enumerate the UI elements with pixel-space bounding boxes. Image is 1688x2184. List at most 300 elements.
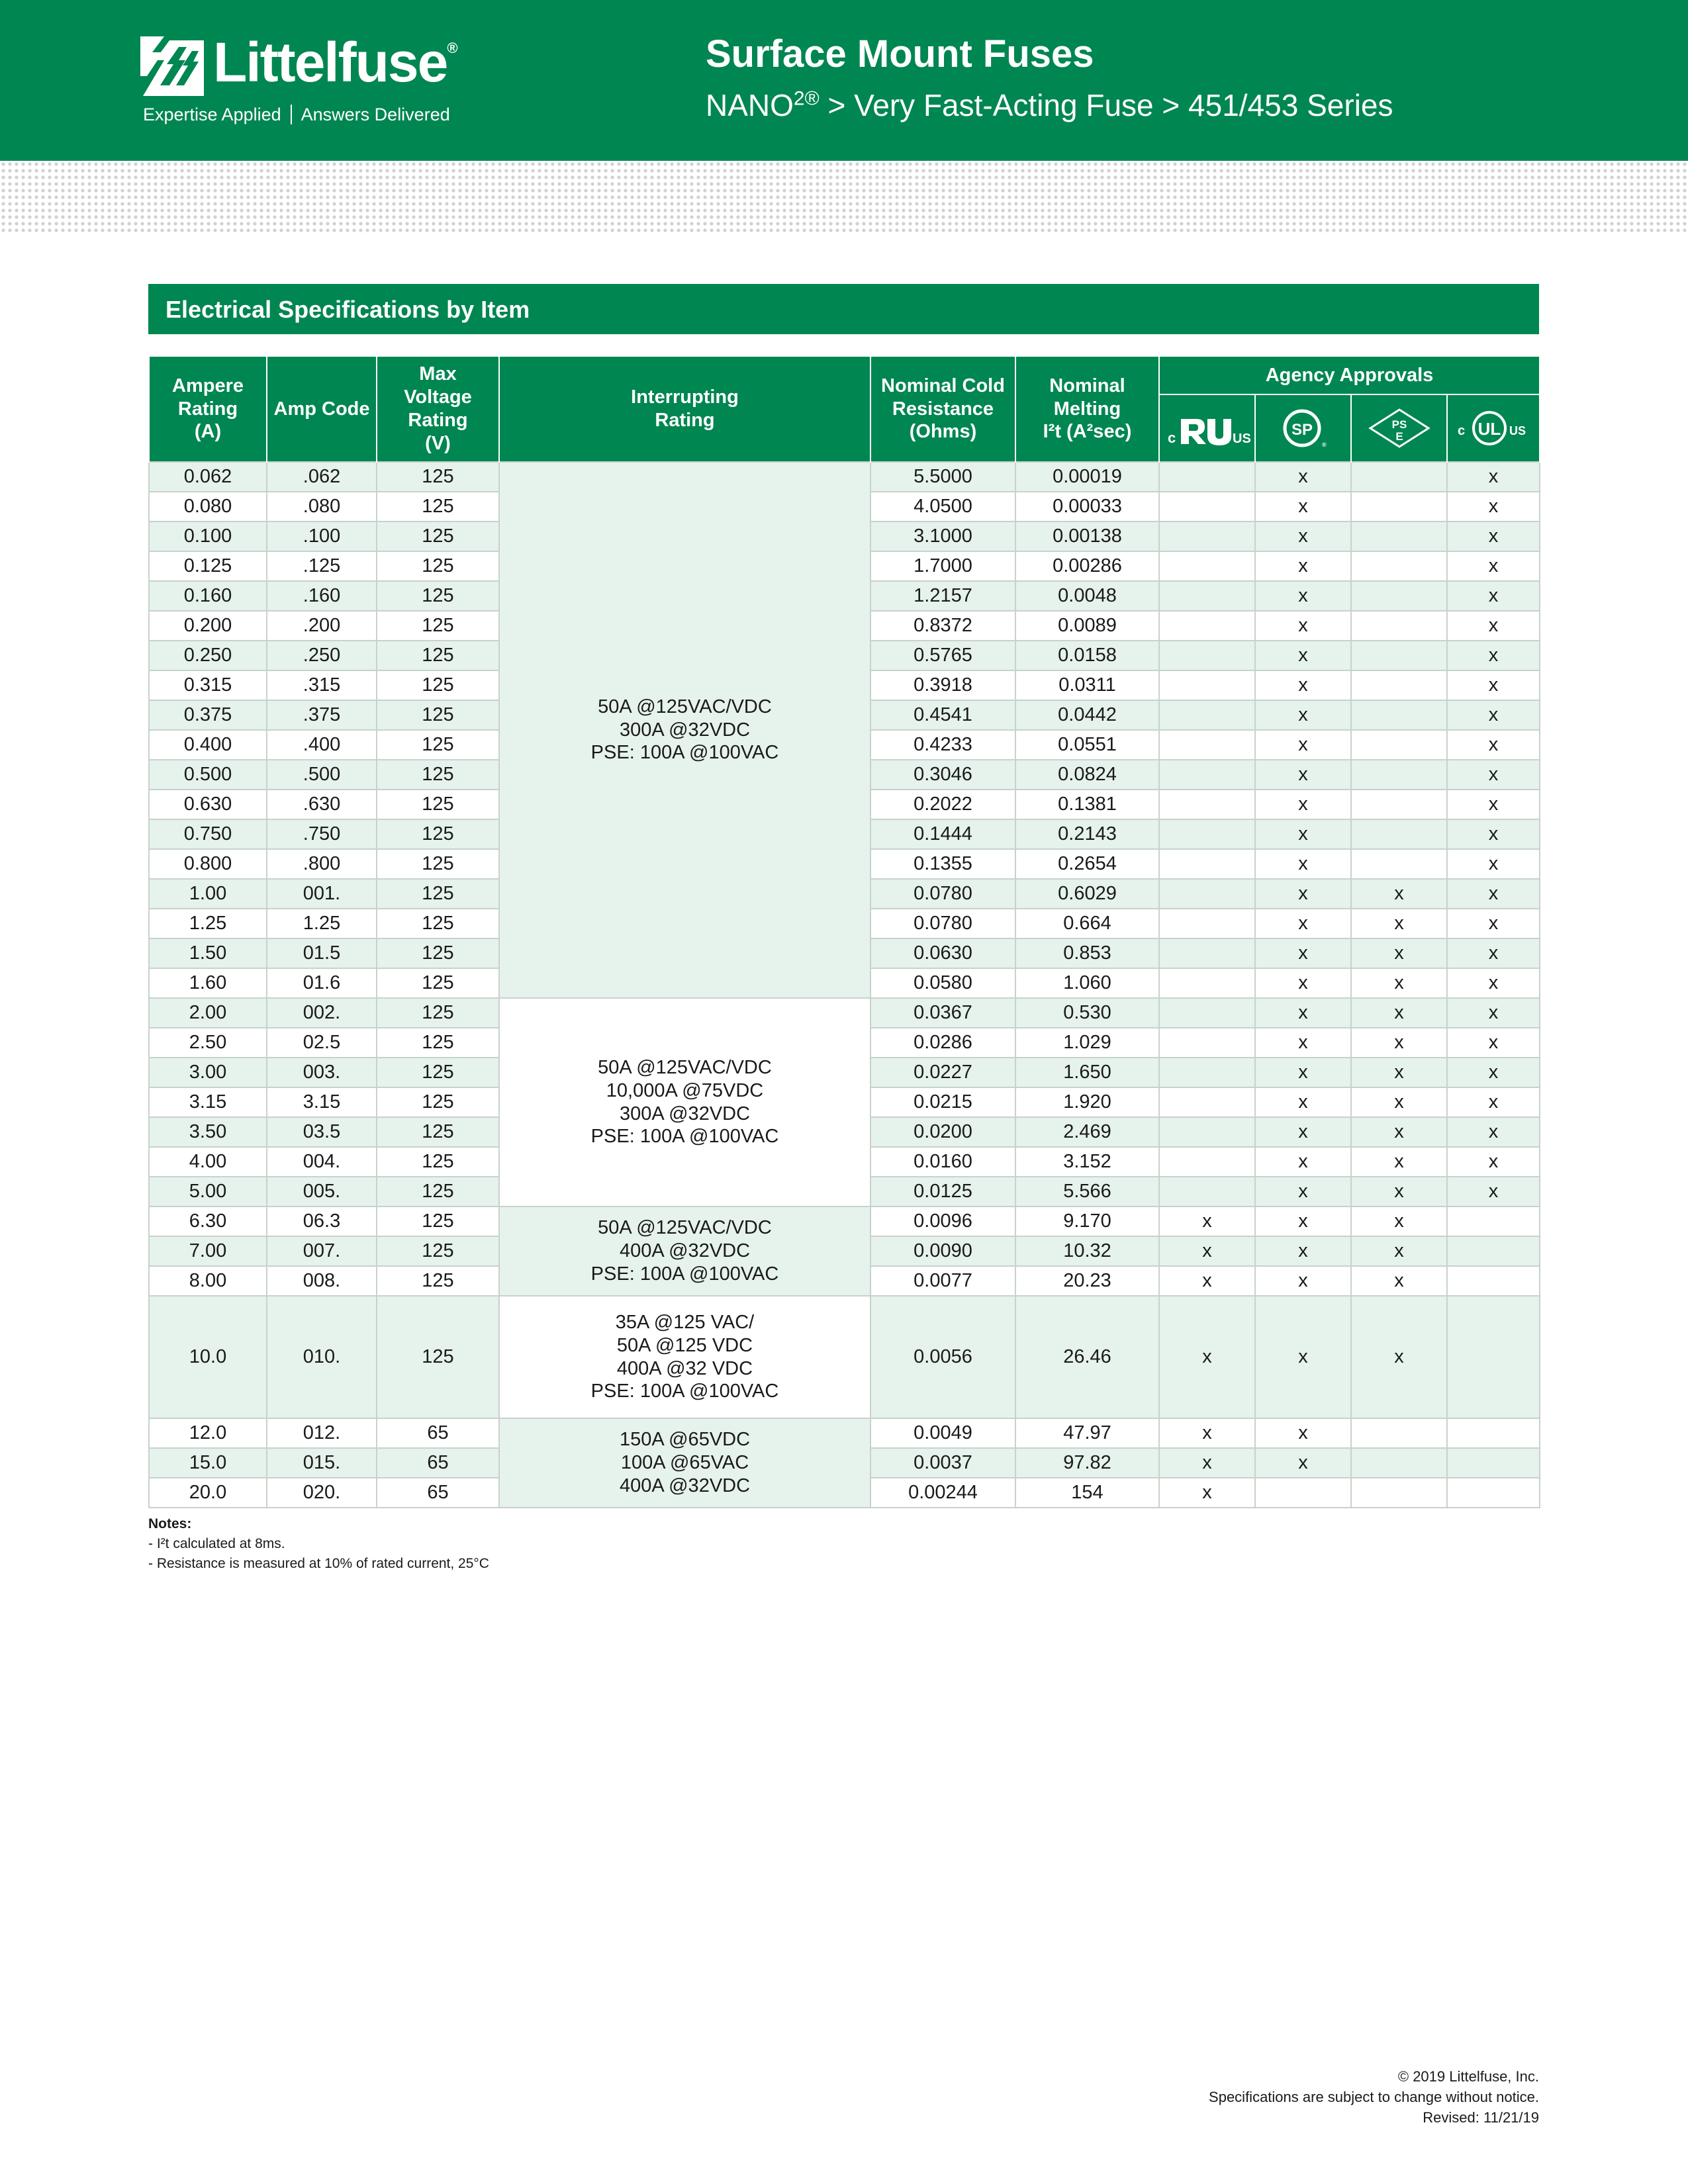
voltage-cell: 125 bbox=[377, 1087, 499, 1117]
voltage-cell: 125 bbox=[377, 611, 499, 641]
pse-icon bbox=[1368, 407, 1431, 449]
voltage-cell: 125 bbox=[377, 581, 499, 611]
agency-ur-cell bbox=[1159, 819, 1255, 849]
agency-ur-cell bbox=[1159, 1117, 1255, 1147]
agency-csa-cell: x bbox=[1255, 909, 1351, 938]
agency-cul-cell: x bbox=[1447, 1058, 1540, 1087]
agency-ur-cell bbox=[1159, 700, 1255, 730]
ampere-rating-cell: 6.30 bbox=[149, 1206, 267, 1236]
agency-cul-cell: x bbox=[1447, 760, 1540, 790]
agency-ur-cell bbox=[1159, 790, 1255, 819]
ampere-rating-cell: 0.630 bbox=[149, 790, 267, 819]
agency-csa-cell: x bbox=[1255, 1028, 1351, 1058]
amp-code-cell: 03.5 bbox=[267, 1117, 377, 1147]
amp-code-cell: .160 bbox=[267, 581, 377, 611]
header-agency-approvals: Agency Approvals bbox=[1159, 357, 1540, 394]
agency-ur-cell: x bbox=[1159, 1296, 1255, 1418]
melting-i2t-cell: 0.00286 bbox=[1015, 551, 1159, 581]
cold-resistance-cell: 1.2157 bbox=[870, 581, 1015, 611]
agency-cul-cell bbox=[1447, 1266, 1540, 1296]
agency-cul-cell: x bbox=[1447, 492, 1540, 522]
agency-csa-cell: x bbox=[1255, 551, 1351, 581]
agency-ur-cell bbox=[1159, 938, 1255, 968]
agency-csa-cell: x bbox=[1255, 819, 1351, 849]
agency-ur-cell bbox=[1159, 551, 1255, 581]
amp-code-cell: 020. bbox=[267, 1478, 377, 1508]
page-subtitle: $NANO^{2®}$ > Very Fast-Acting Fuse > 451/453 Series bbox=[706, 87, 1393, 122]
svg-text:c: c bbox=[1167, 430, 1176, 446]
melting-i2t-cell: 0.6029 bbox=[1015, 879, 1159, 909]
cold-resistance-cell: 0.00244 bbox=[870, 1478, 1015, 1508]
amp-code-cell: .100 bbox=[267, 522, 377, 551]
table-row bbox=[149, 1206, 1540, 1236]
agency-cul-cell: x bbox=[1447, 551, 1540, 581]
svg-text:PS: PS bbox=[1391, 418, 1407, 431]
cold-resistance-cell: 0.0160 bbox=[870, 1147, 1015, 1177]
notes-title: Notes: bbox=[148, 1516, 192, 1531]
melting-i2t-cell: 0.0089 bbox=[1015, 611, 1159, 641]
header-bar bbox=[0, 0, 1688, 161]
cold-resistance-cell: 0.0780 bbox=[870, 909, 1015, 938]
interrupting-rating-line: 50A @125VAC/VDC bbox=[598, 1056, 772, 1078]
cold-resistance-cell: 0.4541 bbox=[870, 700, 1015, 730]
interrupting-rating-cell bbox=[499, 1418, 870, 1508]
header-melting-i2t: Nominal Melting I²t (A²sec) bbox=[1015, 357, 1159, 462]
ampere-rating-cell: 3.15 bbox=[149, 1087, 267, 1117]
ampere-rating-cell: 1.25 bbox=[149, 909, 267, 938]
agency-csa-cell bbox=[1255, 1478, 1351, 1508]
agency-pse-cell bbox=[1351, 1418, 1447, 1448]
agency-pse-cell bbox=[1351, 611, 1447, 641]
agency-pse-cell bbox=[1351, 551, 1447, 581]
agency-pse-cell: x bbox=[1351, 1296, 1447, 1418]
agency-pse-cell: x bbox=[1351, 998, 1447, 1028]
amp-code-cell: .375 bbox=[267, 700, 377, 730]
voltage-cell: 125 bbox=[377, 492, 499, 522]
cold-resistance-cell: 0.0125 bbox=[870, 1177, 1015, 1206]
agency-pse-cell bbox=[1351, 700, 1447, 730]
cul-listed-icon bbox=[1456, 407, 1530, 449]
agency-csa-cell: x bbox=[1255, 1206, 1351, 1236]
cold-resistance-cell: 0.0200 bbox=[870, 1117, 1015, 1147]
agency-csa-cell: x bbox=[1255, 522, 1351, 551]
agency-pse-cell bbox=[1351, 760, 1447, 790]
agency-ur-cell bbox=[1159, 611, 1255, 641]
agency-pse-cell: x bbox=[1351, 1206, 1447, 1236]
melting-i2t-cell: 0.1381 bbox=[1015, 790, 1159, 819]
agency-ur-cell bbox=[1159, 522, 1255, 551]
interrupting-rating-line: 35A @125 VAC/ bbox=[615, 1311, 755, 1333]
melting-i2t-cell: 0.2143 bbox=[1015, 819, 1159, 849]
littelfuse-logo-icon bbox=[140, 36, 204, 96]
agency-ur-cell: x bbox=[1159, 1206, 1255, 1236]
note-item: - I²t calculated at 8ms. bbox=[148, 1536, 285, 1551]
cURus-recognized-icon bbox=[1166, 410, 1251, 447]
amp-code-cell: .400 bbox=[267, 730, 377, 760]
cold-resistance-cell: 0.0286 bbox=[870, 1028, 1015, 1058]
agency-cul-cell bbox=[1447, 1418, 1540, 1448]
ampere-rating-cell: 0.062 bbox=[149, 462, 267, 492]
melting-i2t-cell: 0.00033 bbox=[1015, 492, 1159, 522]
cold-resistance-cell: 0.5765 bbox=[870, 641, 1015, 670]
melting-i2t-cell: 47.97 bbox=[1015, 1418, 1159, 1448]
agency-cul-cell: x bbox=[1447, 581, 1540, 611]
ampere-rating-cell: 0.100 bbox=[149, 522, 267, 551]
cold-resistance-cell: 0.0630 bbox=[870, 938, 1015, 968]
agency-csa-cell: x bbox=[1255, 998, 1351, 1028]
melting-i2t-cell: 20.23 bbox=[1015, 1266, 1159, 1296]
interrupting-rating-line: 150A @65VDC bbox=[619, 1429, 751, 1451]
melting-i2t-cell: 0.0311 bbox=[1015, 670, 1159, 700]
cold-resistance-cell: 0.0049 bbox=[870, 1418, 1015, 1448]
interrupting-rating-line: 300A @32VDC bbox=[619, 719, 751, 741]
spec-table-body bbox=[149, 462, 1540, 1508]
amp-code-cell: 005. bbox=[267, 1177, 377, 1206]
voltage-cell: 125 bbox=[377, 1236, 499, 1266]
agency-pse-cell: x bbox=[1351, 938, 1447, 968]
melting-i2t-cell: 0.0442 bbox=[1015, 700, 1159, 730]
cold-resistance-cell: 0.0215 bbox=[870, 1087, 1015, 1117]
melting-i2t-cell: 0.0158 bbox=[1015, 641, 1159, 670]
voltage-cell: 125 bbox=[377, 1296, 499, 1418]
melting-i2t-cell: 5.566 bbox=[1015, 1177, 1159, 1206]
amp-code-cell: 3.15 bbox=[267, 1087, 377, 1117]
header-agency-pse bbox=[1351, 394, 1447, 462]
amp-code-cell: .630 bbox=[267, 790, 377, 819]
melting-i2t-cell: 2.469 bbox=[1015, 1117, 1159, 1147]
agency-csa-cell: x bbox=[1255, 1147, 1351, 1177]
brand-name: Littelfuse® bbox=[213, 31, 457, 93]
table-row bbox=[149, 1418, 1540, 1448]
voltage-cell: 125 bbox=[377, 1266, 499, 1296]
voltage-cell: 125 bbox=[377, 670, 499, 700]
interrupting-rating-line: 300A @32VDC bbox=[619, 1103, 751, 1124]
voltage-cell: 125 bbox=[377, 1058, 499, 1087]
melting-i2t-cell: 10.32 bbox=[1015, 1236, 1159, 1266]
agency-pse-cell bbox=[1351, 1478, 1447, 1508]
agency-pse-cell bbox=[1351, 581, 1447, 611]
agency-csa-cell: x bbox=[1255, 879, 1351, 909]
agency-cul-cell bbox=[1447, 1478, 1540, 1508]
voltage-cell: 125 bbox=[377, 700, 499, 730]
interrupting-rating-line: PSE: 100A @100VAC bbox=[590, 742, 779, 764]
ampere-rating-cell: 0.160 bbox=[149, 581, 267, 611]
ampere-rating-cell: 3.50 bbox=[149, 1117, 267, 1147]
svg-text:US: US bbox=[1232, 432, 1251, 446]
agency-csa-cell: x bbox=[1255, 641, 1351, 670]
agency-cul-cell bbox=[1447, 1448, 1540, 1478]
cold-resistance-cell: 0.0056 bbox=[870, 1296, 1015, 1418]
melting-i2t-cell: 0.00019 bbox=[1015, 462, 1159, 492]
csa-icon bbox=[1282, 407, 1325, 449]
ampere-rating-cell: 2.00 bbox=[149, 998, 267, 1028]
ampere-rating-cell: 15.0 bbox=[149, 1448, 267, 1478]
melting-i2t-cell: 1.029 bbox=[1015, 1028, 1159, 1058]
agency-ur-cell bbox=[1159, 670, 1255, 700]
amp-code-cell: .125 bbox=[267, 551, 377, 581]
header-cold-resistance: Nominal Cold Resistance (Ohms) bbox=[870, 357, 1015, 462]
interrupting-rating-line: 100A @65VAC bbox=[620, 1452, 749, 1474]
header-max-voltage: Max Voltage Rating (V) bbox=[377, 357, 499, 462]
voltage-cell: 125 bbox=[377, 938, 499, 968]
agency-ur-cell bbox=[1159, 462, 1255, 492]
agency-pse-cell: x bbox=[1351, 1058, 1447, 1087]
agency-cul-cell: x bbox=[1447, 819, 1540, 849]
agency-csa-cell: x bbox=[1255, 1117, 1351, 1147]
melting-i2t-cell: 0.0551 bbox=[1015, 730, 1159, 760]
cold-resistance-cell: 0.1444 bbox=[870, 819, 1015, 849]
header-agency-ur bbox=[1159, 394, 1255, 462]
amp-code-cell: .080 bbox=[267, 492, 377, 522]
agency-pse-cell bbox=[1351, 790, 1447, 819]
agency-pse-cell: x bbox=[1351, 1236, 1447, 1266]
note-item: - Resistance is measured at 10% of rated current, 25°C bbox=[148, 1556, 489, 1571]
header-ampere-rating: Ampere Rating (A) bbox=[149, 357, 267, 462]
amp-code-cell: .062 bbox=[267, 462, 377, 492]
melting-i2t-cell: 0.0048 bbox=[1015, 581, 1159, 611]
agency-ur-cell bbox=[1159, 641, 1255, 670]
voltage-cell: 65 bbox=[377, 1448, 499, 1478]
ampere-rating-cell: 1.00 bbox=[149, 879, 267, 909]
agency-cul-cell: x bbox=[1447, 611, 1540, 641]
agency-csa-cell: x bbox=[1255, 1058, 1351, 1087]
interrupting-rating-line: 50A @125 VDC bbox=[616, 1334, 753, 1356]
ampere-rating-cell: 0.315 bbox=[149, 670, 267, 700]
table-row bbox=[149, 998, 1540, 1028]
agency-ur-cell bbox=[1159, 581, 1255, 611]
agency-ur-cell: x bbox=[1159, 1236, 1255, 1266]
melting-i2t-cell: 3.152 bbox=[1015, 1147, 1159, 1177]
table-row bbox=[149, 462, 1540, 492]
cold-resistance-cell: 5.5000 bbox=[870, 462, 1015, 492]
voltage-cell: 125 bbox=[377, 879, 499, 909]
agency-pse-cell bbox=[1351, 670, 1447, 700]
agency-csa-cell: x bbox=[1255, 462, 1351, 492]
melting-i2t-cell: 1.060 bbox=[1015, 968, 1159, 998]
agency-cul-cell: x bbox=[1447, 670, 1540, 700]
interrupting-rating-cell bbox=[499, 1206, 870, 1296]
agency-cul-cell: x bbox=[1447, 879, 1540, 909]
agency-ur-cell bbox=[1159, 730, 1255, 760]
voltage-cell: 125 bbox=[377, 1117, 499, 1147]
interrupting-rating-line: 400A @32VDC bbox=[619, 1475, 751, 1496]
amp-code-cell: 015. bbox=[267, 1448, 377, 1478]
agency-pse-cell bbox=[1351, 522, 1447, 551]
disclaimer: Specifications are subject to change without notice. bbox=[1209, 2089, 1539, 2105]
cold-resistance-cell: 0.0037 bbox=[870, 1448, 1015, 1478]
agency-cul-cell: x bbox=[1447, 462, 1540, 492]
header-agency-cul bbox=[1447, 394, 1540, 462]
agency-csa-cell: x bbox=[1255, 968, 1351, 998]
voltage-cell: 125 bbox=[377, 760, 499, 790]
voltage-cell: 125 bbox=[377, 462, 499, 492]
melting-i2t-cell: 154 bbox=[1015, 1478, 1159, 1508]
amp-code-cell: 003. bbox=[267, 1058, 377, 1087]
agency-pse-cell bbox=[1351, 641, 1447, 670]
agency-csa-cell: x bbox=[1255, 790, 1351, 819]
agency-ur-cell bbox=[1159, 968, 1255, 998]
agency-ur-cell: x bbox=[1159, 1448, 1255, 1478]
agency-cul-cell: x bbox=[1447, 998, 1540, 1028]
agency-ur-cell bbox=[1159, 849, 1255, 879]
agency-cul-cell bbox=[1447, 1296, 1540, 1418]
section-header bbox=[148, 284, 1539, 334]
agency-ur-cell bbox=[1159, 1087, 1255, 1117]
footer bbox=[1209, 2066, 1539, 2128]
cold-resistance-cell: 4.0500 bbox=[870, 492, 1015, 522]
melting-i2t-cell: 1.650 bbox=[1015, 1058, 1159, 1087]
agency-ur-cell bbox=[1159, 760, 1255, 790]
amp-code-cell: .800 bbox=[267, 849, 377, 879]
agency-pse-cell: x bbox=[1351, 1117, 1447, 1147]
agency-cul-cell: x bbox=[1447, 522, 1540, 551]
ampere-rating-cell: 0.800 bbox=[149, 849, 267, 879]
cold-resistance-cell: 0.0367 bbox=[870, 998, 1015, 1028]
amp-code-cell: 012. bbox=[267, 1418, 377, 1448]
amp-code-cell: 06.3 bbox=[267, 1206, 377, 1236]
amp-code-cell: 010. bbox=[267, 1296, 377, 1418]
agency-cul-cell: x bbox=[1447, 1028, 1540, 1058]
agency-ur-cell bbox=[1159, 1147, 1255, 1177]
agency-csa-cell: x bbox=[1255, 938, 1351, 968]
agency-cul-cell: x bbox=[1447, 641, 1540, 670]
agency-csa-cell: x bbox=[1255, 492, 1351, 522]
melting-i2t-cell: 9.170 bbox=[1015, 1206, 1159, 1236]
cold-resistance-cell: 0.0227 bbox=[870, 1058, 1015, 1087]
cold-resistance-cell: 0.3918 bbox=[870, 670, 1015, 700]
agency-cul-cell: x bbox=[1447, 849, 1540, 879]
voltage-cell: 125 bbox=[377, 641, 499, 670]
agency-ur-cell bbox=[1159, 879, 1255, 909]
amp-code-cell: .315 bbox=[267, 670, 377, 700]
agency-pse-cell: x bbox=[1351, 968, 1447, 998]
ampere-rating-cell: 7.00 bbox=[149, 1236, 267, 1266]
amp-code-cell: 02.5 bbox=[267, 1028, 377, 1058]
agency-csa-cell: x bbox=[1255, 1448, 1351, 1478]
cold-resistance-cell: 3.1000 bbox=[870, 522, 1015, 551]
ampere-rating-cell: 1.50 bbox=[149, 938, 267, 968]
agency-ur-cell bbox=[1159, 1177, 1255, 1206]
voltage-cell: 125 bbox=[377, 551, 499, 581]
notes bbox=[148, 1514, 489, 1574]
amp-code-cell: 01.6 bbox=[267, 968, 377, 998]
header-interrupting-rating: Interrupting Rating bbox=[499, 357, 870, 462]
copyright: © 2019 Littelfuse, Inc. bbox=[1397, 2068, 1539, 2085]
amp-code-cell: 002. bbox=[267, 998, 377, 1028]
agency-cul-cell: x bbox=[1447, 909, 1540, 938]
agency-csa-cell: x bbox=[1255, 730, 1351, 760]
melting-i2t-cell: 97.82 bbox=[1015, 1448, 1159, 1478]
agency-cul-cell: x bbox=[1447, 938, 1540, 968]
interrupting-rating-cell bbox=[499, 1296, 870, 1418]
agency-pse-cell bbox=[1351, 849, 1447, 879]
agency-cul-cell bbox=[1447, 1206, 1540, 1236]
voltage-cell: 125 bbox=[377, 1206, 499, 1236]
melting-i2t-cell: 26.46 bbox=[1015, 1296, 1159, 1418]
agency-ur-cell: x bbox=[1159, 1266, 1255, 1296]
voltage-cell: 125 bbox=[377, 909, 499, 938]
ampere-rating-cell: 8.00 bbox=[149, 1266, 267, 1296]
cold-resistance-cell: 1.7000 bbox=[870, 551, 1015, 581]
voltage-cell: 125 bbox=[377, 1177, 499, 1206]
interrupting-rating-line: 10,000A @75VDC bbox=[606, 1079, 764, 1101]
ampere-rating-cell: 12.0 bbox=[149, 1418, 267, 1448]
svg-text:c: c bbox=[1458, 424, 1466, 438]
interrupting-rating-cell bbox=[499, 998, 870, 1206]
table-row bbox=[149, 1296, 1540, 1418]
ampere-rating-cell: 0.200 bbox=[149, 611, 267, 641]
cold-resistance-cell: 0.3046 bbox=[870, 760, 1015, 790]
ampere-rating-cell: 2.50 bbox=[149, 1028, 267, 1058]
revised-date: Revised: 11/21/19 bbox=[1423, 2109, 1539, 2126]
agency-csa-cell: x bbox=[1255, 849, 1351, 879]
amp-code-cell: 1.25 bbox=[267, 909, 377, 938]
voltage-cell: 125 bbox=[377, 849, 499, 879]
cold-resistance-cell: 0.0580 bbox=[870, 968, 1015, 998]
agency-pse-cell bbox=[1351, 1448, 1447, 1478]
agency-csa-cell: x bbox=[1255, 611, 1351, 641]
agency-pse-cell: x bbox=[1351, 1147, 1447, 1177]
amp-code-cell: 01.5 bbox=[267, 938, 377, 968]
agency-pse-cell: x bbox=[1351, 1177, 1447, 1206]
ampere-rating-cell: 1.60 bbox=[149, 968, 267, 998]
agency-pse-cell bbox=[1351, 819, 1447, 849]
agency-pse-cell: x bbox=[1351, 1087, 1447, 1117]
cold-resistance-cell: 0.0090 bbox=[870, 1236, 1015, 1266]
agency-ur-cell: x bbox=[1159, 1478, 1255, 1508]
agency-pse-cell bbox=[1351, 730, 1447, 760]
agency-cul-cell: x bbox=[1447, 968, 1540, 998]
amp-code-cell: 001. bbox=[267, 879, 377, 909]
amp-code-cell: 007. bbox=[267, 1236, 377, 1266]
svg-text:UL: UL bbox=[1477, 419, 1501, 439]
svg-text:US: US bbox=[1509, 424, 1526, 437]
voltage-cell: 125 bbox=[377, 790, 499, 819]
melting-i2t-cell: 0.0824 bbox=[1015, 760, 1159, 790]
voltage-cell: 125 bbox=[377, 522, 499, 551]
agency-ur-cell bbox=[1159, 998, 1255, 1028]
cold-resistance-cell: 0.0780 bbox=[870, 879, 1015, 909]
voltage-cell: 65 bbox=[377, 1478, 499, 1508]
agency-cul-cell: x bbox=[1447, 1147, 1540, 1177]
agency-pse-cell: x bbox=[1351, 1266, 1447, 1296]
voltage-cell: 125 bbox=[377, 730, 499, 760]
cold-resistance-cell: 0.0077 bbox=[870, 1266, 1015, 1296]
voltage-cell: 125 bbox=[377, 1147, 499, 1177]
melting-i2t-cell: 0.664 bbox=[1015, 909, 1159, 938]
interrupting-rating-line: 50A @125VAC/VDC bbox=[598, 1217, 772, 1239]
agency-ur-cell: x bbox=[1159, 1418, 1255, 1448]
svg-text:®: ® bbox=[1321, 441, 1327, 448]
melting-i2t-cell: 0.00138 bbox=[1015, 522, 1159, 551]
voltage-cell: 65 bbox=[377, 1418, 499, 1448]
amp-code-cell: .500 bbox=[267, 760, 377, 790]
svg-text:E: E bbox=[1395, 430, 1403, 443]
agency-pse-cell: x bbox=[1351, 879, 1447, 909]
ampere-rating-cell: 4.00 bbox=[149, 1147, 267, 1177]
melting-i2t-cell: 0.530 bbox=[1015, 998, 1159, 1028]
agency-csa-cell: x bbox=[1255, 1177, 1351, 1206]
agency-ur-cell bbox=[1159, 1028, 1255, 1058]
interrupting-rating-line: PSE: 100A @100VAC bbox=[590, 1381, 779, 1402]
cold-resistance-cell: 0.2022 bbox=[870, 790, 1015, 819]
ampere-rating-cell: 5.00 bbox=[149, 1177, 267, 1206]
agency-csa-cell: x bbox=[1255, 1236, 1351, 1266]
agency-csa-cell: x bbox=[1255, 700, 1351, 730]
agency-csa-cell: x bbox=[1255, 1296, 1351, 1418]
interrupting-rating-line: 50A @125VAC/VDC bbox=[598, 696, 772, 717]
voltage-cell: 125 bbox=[377, 998, 499, 1028]
